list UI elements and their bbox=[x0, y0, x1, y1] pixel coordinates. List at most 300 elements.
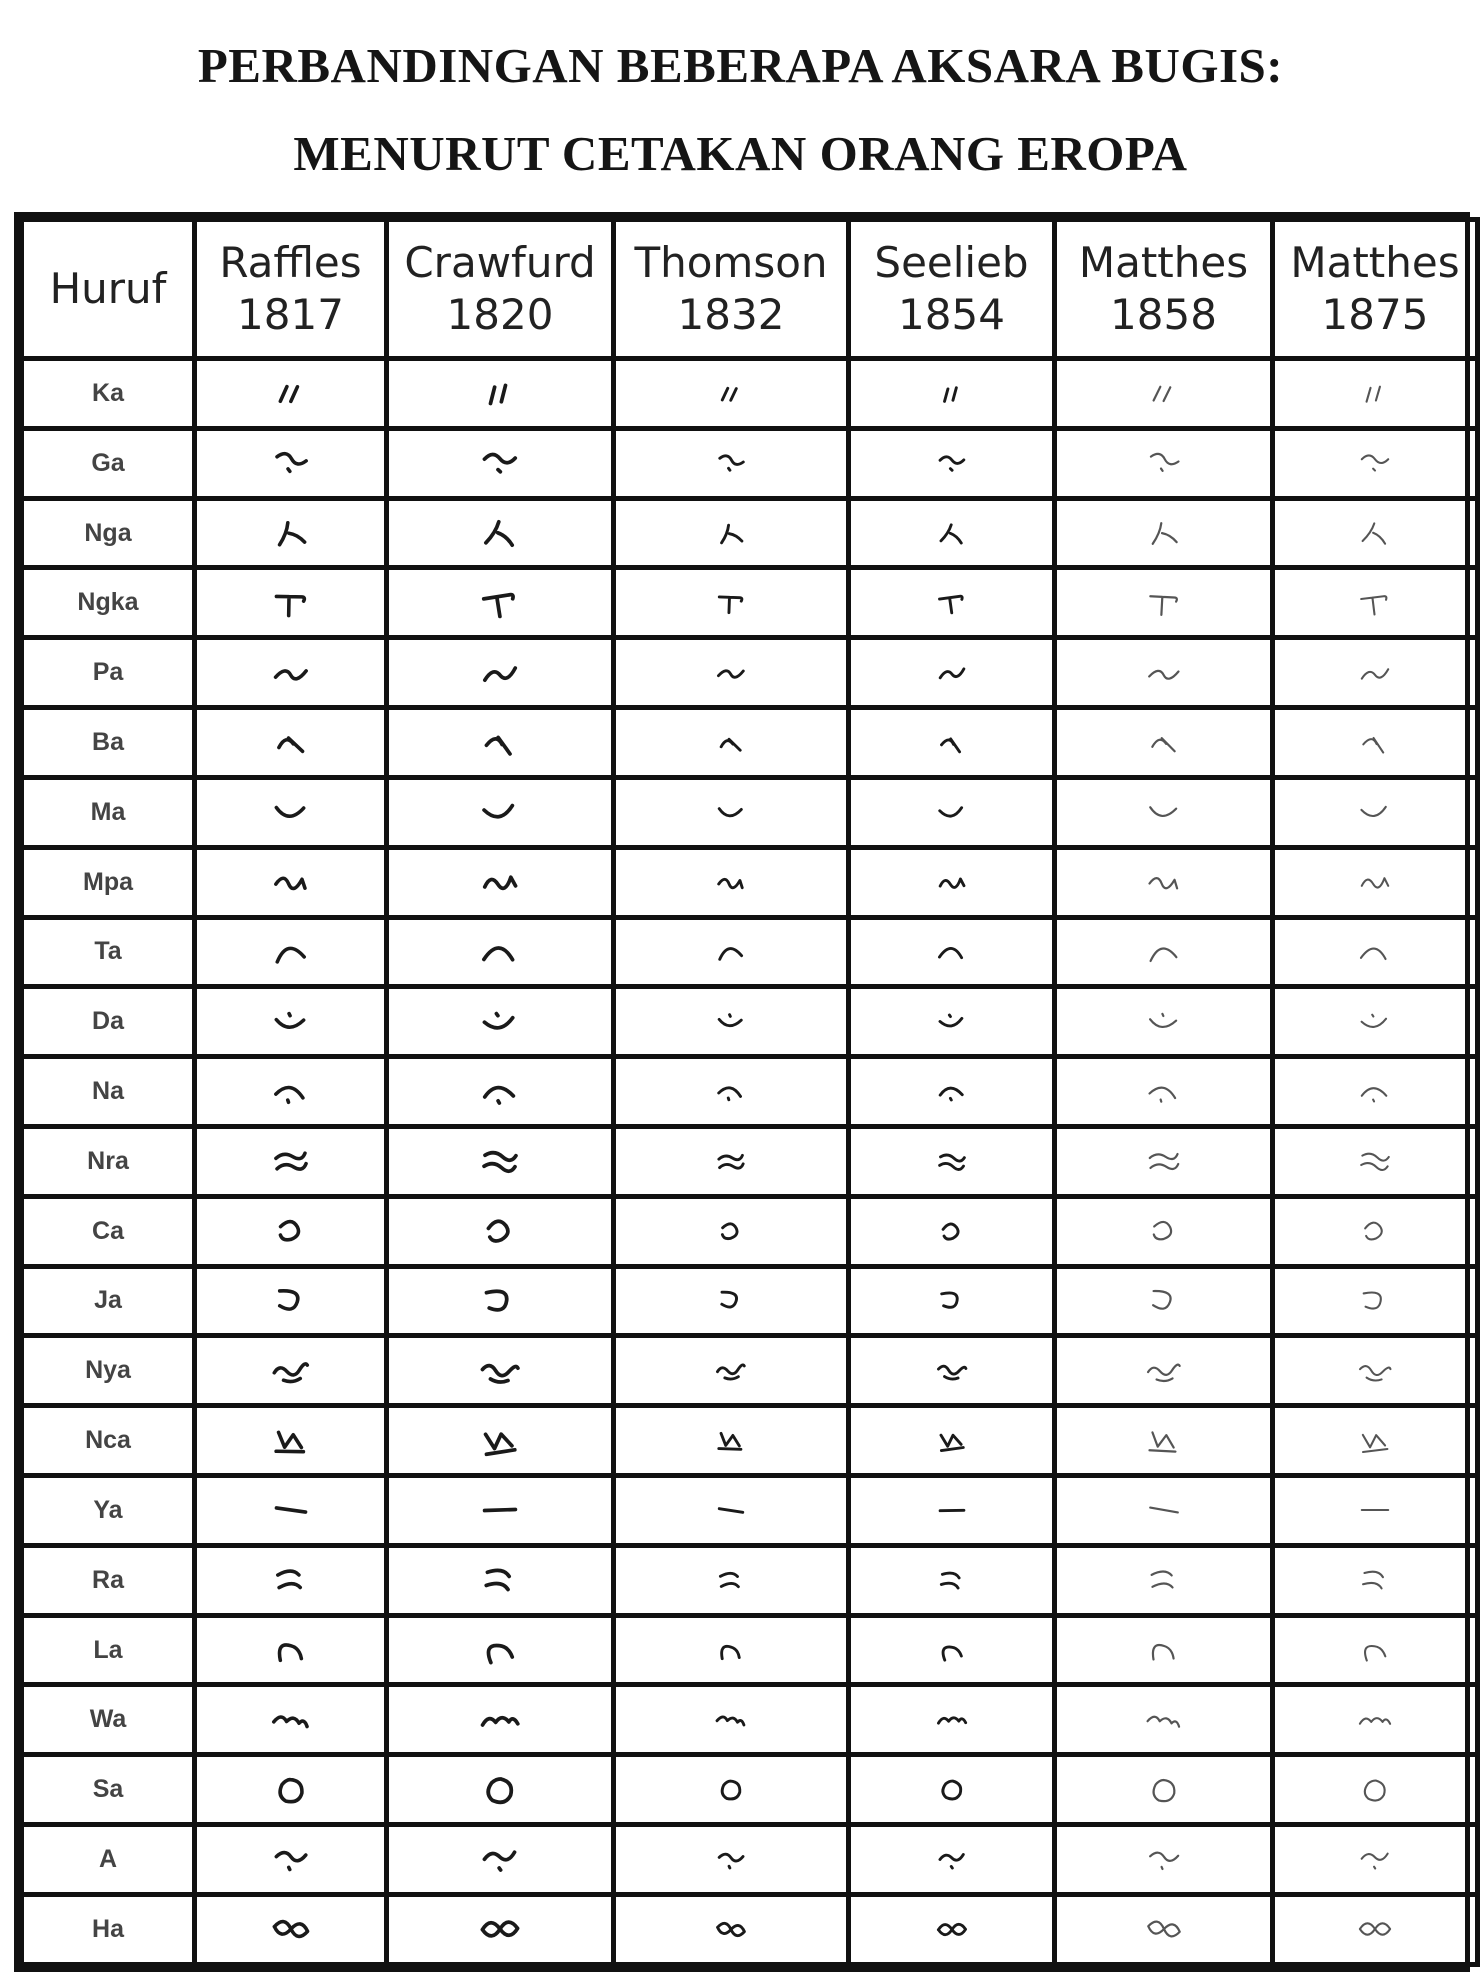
bugis-glyph-icon bbox=[1356, 1773, 1394, 1807]
glyph-cell bbox=[195, 917, 387, 987]
col-header-huruf: Huruf bbox=[22, 220, 195, 359]
bugis-glyph-icon bbox=[935, 1216, 969, 1247]
bugis-glyph-icon bbox=[270, 1840, 312, 1878]
row-label: Nra bbox=[22, 1126, 195, 1196]
table-row bbox=[22, 1894, 1478, 1964]
glyph-cell bbox=[614, 1755, 849, 1825]
row-label: Nya bbox=[22, 1336, 195, 1406]
bugis-glyph-icon bbox=[478, 653, 522, 693]
bugis-glyph-icon bbox=[714, 378, 748, 409]
table-row bbox=[22, 1545, 1478, 1615]
bugis-glyph-icon bbox=[1144, 1911, 1184, 1947]
glyph-cell bbox=[614, 777, 849, 847]
glyph-cell bbox=[614, 428, 849, 498]
bugis-glyph-icon bbox=[935, 1495, 969, 1526]
bugis-glyph-icon bbox=[714, 587, 748, 618]
glyph-cell bbox=[849, 1545, 1055, 1615]
glyph-cell bbox=[849, 708, 1055, 778]
table-row bbox=[22, 1615, 1478, 1685]
glyph-cell bbox=[849, 1476, 1055, 1546]
table-row bbox=[22, 498, 1478, 568]
row-label: Nca bbox=[22, 1406, 195, 1476]
bugis-glyph-icon bbox=[270, 1701, 312, 1739]
bugis-glyph-icon bbox=[714, 1285, 748, 1316]
glyph-cell bbox=[849, 1755, 1055, 1825]
glyph-cell bbox=[195, 1755, 387, 1825]
bugis-glyph-icon bbox=[270, 1631, 312, 1669]
glyph-cell bbox=[195, 1406, 387, 1476]
glyph-cell bbox=[1055, 1825, 1273, 1895]
glyph-cell bbox=[387, 359, 614, 429]
glyph-cell bbox=[387, 1894, 614, 1964]
bugis-glyph-icon bbox=[270, 1422, 312, 1460]
glyph-cell bbox=[614, 708, 849, 778]
glyph-cell bbox=[614, 1057, 849, 1127]
glyph-cell bbox=[1055, 1476, 1273, 1546]
bugis-glyph-icon bbox=[935, 936, 969, 967]
glyph-cell bbox=[614, 1336, 849, 1406]
bugis-glyph-icon bbox=[478, 1630, 522, 1670]
glyph-cell bbox=[849, 638, 1055, 708]
glyph-cell bbox=[849, 1894, 1055, 1964]
bugis-glyph-icon bbox=[270, 1771, 312, 1809]
bugis-glyph-icon bbox=[1144, 1772, 1184, 1808]
glyph-cell bbox=[195, 1825, 387, 1895]
bugis-glyph-icon bbox=[1144, 1423, 1184, 1459]
bugis-glyph-icon bbox=[714, 1774, 748, 1805]
bugis-glyph-icon bbox=[1356, 1633, 1394, 1667]
glyph-cell bbox=[614, 1266, 849, 1336]
glyph-cell bbox=[195, 428, 387, 498]
glyph-cell bbox=[195, 498, 387, 568]
table-row bbox=[22, 359, 1478, 429]
glyph-cell bbox=[195, 1336, 387, 1406]
row-label: Ta bbox=[22, 917, 195, 987]
bugis-glyph-icon bbox=[935, 448, 969, 479]
bugis-glyph-icon bbox=[714, 936, 748, 967]
glyph-cell bbox=[849, 568, 1055, 638]
glyph-cell bbox=[387, 1266, 614, 1336]
bugis-glyph-icon bbox=[270, 1491, 312, 1529]
bugis-glyph-icon bbox=[478, 932, 522, 972]
bugis-glyph-icon bbox=[1356, 1912, 1394, 1946]
bugis-glyph-icon bbox=[478, 1839, 522, 1879]
row-label: Ga bbox=[22, 428, 195, 498]
bugis-glyph-icon bbox=[1356, 1214, 1394, 1248]
glyph-cell bbox=[195, 847, 387, 917]
bugis-glyph-icon bbox=[478, 1490, 522, 1530]
bugis-glyph-icon bbox=[478, 1909, 522, 1949]
row-label: Ca bbox=[22, 1196, 195, 1266]
bugis-glyph-icon bbox=[935, 797, 969, 828]
bugis-glyph-icon bbox=[935, 1006, 969, 1037]
bugis-glyph-icon bbox=[478, 443, 522, 483]
glyph-cell bbox=[195, 1057, 387, 1127]
bugis-glyph-icon bbox=[478, 1002, 522, 1042]
bugis-glyph-icon bbox=[1356, 656, 1394, 690]
glyph-cell bbox=[849, 1825, 1055, 1895]
bugis-glyph-icon bbox=[478, 513, 522, 553]
glyph-cell bbox=[849, 1406, 1055, 1476]
bugis-glyph-icon bbox=[1144, 864, 1184, 900]
glyph-cell bbox=[1273, 917, 1478, 987]
glyph-cell bbox=[1055, 987, 1273, 1057]
glyph-cell bbox=[849, 428, 1055, 498]
bugis-glyph-icon bbox=[270, 1282, 312, 1320]
glyph-cell bbox=[614, 1894, 849, 1964]
bugis-glyph-icon bbox=[478, 792, 522, 832]
table-row bbox=[22, 1196, 1478, 1266]
bugis-glyph-icon bbox=[270, 1561, 312, 1599]
glyph-cell bbox=[1273, 568, 1478, 638]
bugis-glyph-icon bbox=[478, 862, 522, 902]
table-row bbox=[22, 1126, 1478, 1196]
bugis-glyph-icon bbox=[1144, 794, 1184, 830]
bugis-glyph-icon bbox=[270, 723, 312, 761]
glyph-cell bbox=[1273, 1266, 1478, 1336]
row-label: Ja bbox=[22, 1266, 195, 1336]
bugis-glyph-icon bbox=[935, 1704, 969, 1735]
row-label: Ya bbox=[22, 1476, 195, 1546]
glyph-cell bbox=[849, 1126, 1055, 1196]
glyph-cell bbox=[1055, 1126, 1273, 1196]
bugis-glyph-icon bbox=[935, 1355, 969, 1386]
row-label: A bbox=[22, 1825, 195, 1895]
table-row bbox=[22, 1476, 1478, 1546]
bugis-glyph-icon bbox=[1144, 1004, 1184, 1040]
glyph-cell bbox=[1273, 847, 1478, 917]
bugis-glyph-icon bbox=[478, 1281, 522, 1321]
bugis-glyph-icon bbox=[714, 657, 748, 688]
glyph-cell bbox=[849, 987, 1055, 1057]
bugis-glyph-icon bbox=[1356, 865, 1394, 899]
bugis-glyph-icon bbox=[714, 797, 748, 828]
glyph-cell bbox=[1273, 1476, 1478, 1546]
glyph-cell bbox=[1055, 777, 1273, 847]
bugis-glyph-icon bbox=[1356, 1842, 1394, 1876]
glyph-cell bbox=[614, 1126, 849, 1196]
glyph-cell bbox=[1055, 1685, 1273, 1755]
bugis-glyph-icon bbox=[1144, 655, 1184, 691]
bugis-glyph-icon bbox=[714, 1425, 748, 1456]
bugis-glyph-icon bbox=[1144, 1492, 1184, 1528]
bugis-glyph-icon bbox=[935, 1844, 969, 1875]
glyph-cell bbox=[614, 1196, 849, 1266]
table-row bbox=[22, 1057, 1478, 1127]
bugis-glyph-icon bbox=[714, 1844, 748, 1875]
glyph-cell bbox=[1273, 428, 1478, 498]
glyph-cell bbox=[387, 568, 614, 638]
table-row bbox=[22, 1406, 1478, 1476]
bugis-glyph-icon bbox=[270, 444, 312, 482]
bugis-glyph-icon bbox=[270, 933, 312, 971]
glyph-cell bbox=[1273, 1685, 1478, 1755]
bugis-glyph-icon bbox=[1356, 1424, 1394, 1458]
glyph-cell bbox=[195, 359, 387, 429]
glyph-cell bbox=[1273, 987, 1478, 1057]
bugis-glyph-icon bbox=[1144, 375, 1184, 411]
glyph-cell bbox=[387, 1196, 614, 1266]
bugis-glyph-icon bbox=[478, 722, 522, 762]
glyph-cell bbox=[195, 708, 387, 778]
glyph-cell bbox=[195, 987, 387, 1057]
bugis-glyph-icon bbox=[270, 863, 312, 901]
glyph-cell bbox=[1273, 1336, 1478, 1406]
bugis-glyph-icon bbox=[1144, 515, 1184, 551]
glyph-cell bbox=[195, 777, 387, 847]
glyph-cell bbox=[1055, 1057, 1273, 1127]
table-row bbox=[22, 777, 1478, 847]
bugis-glyph-icon bbox=[935, 1425, 969, 1456]
glyph-cell bbox=[1273, 638, 1478, 708]
glyph-cell bbox=[387, 428, 614, 498]
glyph-cell bbox=[387, 638, 614, 708]
bugis-glyph-icon bbox=[714, 727, 748, 758]
bugis-glyph-icon bbox=[714, 1635, 748, 1666]
glyph-cell bbox=[195, 1476, 387, 1546]
glyph-cell bbox=[1273, 1545, 1478, 1615]
bugis-glyph-icon bbox=[1356, 935, 1394, 969]
glyph-cell bbox=[1055, 708, 1273, 778]
glyph-cell bbox=[387, 987, 614, 1057]
glyph-cell bbox=[387, 1615, 614, 1685]
glyph-cell bbox=[614, 1685, 849, 1755]
glyph-cell bbox=[387, 1476, 614, 1546]
bugis-glyph-icon bbox=[935, 587, 969, 618]
table-row bbox=[22, 568, 1478, 638]
row-label: Pa bbox=[22, 638, 195, 708]
glyph-cell bbox=[1055, 638, 1273, 708]
row-label: Wa bbox=[22, 1685, 195, 1755]
col-header-seelieb-1854: Seelieb 1854 bbox=[849, 220, 1055, 359]
table-row bbox=[22, 987, 1478, 1057]
bugis-glyph-icon bbox=[478, 1141, 522, 1181]
bugis-glyph-icon bbox=[1356, 1493, 1394, 1527]
bugis-glyph-icon bbox=[714, 867, 748, 898]
bugis-glyph-icon bbox=[714, 1146, 748, 1177]
row-label: Da bbox=[22, 987, 195, 1057]
bugis-glyph-icon bbox=[714, 1914, 748, 1945]
glyph-cell bbox=[387, 1755, 614, 1825]
glyph-cell bbox=[614, 917, 849, 987]
bugis-glyph-icon bbox=[1144, 1632, 1184, 1668]
bugis-glyph-icon bbox=[1144, 1213, 1184, 1249]
glyph-cell bbox=[387, 1825, 614, 1895]
bugis-glyph-icon bbox=[1356, 446, 1394, 480]
glyph-cell bbox=[1273, 1057, 1478, 1127]
bugis-glyph-icon bbox=[1356, 1144, 1394, 1178]
glyph-cell bbox=[195, 1615, 387, 1685]
glyph-cell bbox=[1055, 428, 1273, 498]
glyph-cell bbox=[387, 1336, 614, 1406]
table-row bbox=[22, 847, 1478, 917]
page-title bbox=[0, 22, 1481, 198]
glyph-cell bbox=[1055, 1266, 1273, 1336]
bugis-glyph-icon bbox=[1144, 1702, 1184, 1738]
bugis-glyph-icon bbox=[714, 1704, 748, 1735]
glyph-cell bbox=[1055, 1615, 1273, 1685]
glyph-cell bbox=[195, 638, 387, 708]
table-row bbox=[22, 1825, 1478, 1895]
glyph-cell bbox=[195, 1894, 387, 1964]
glyph-cell bbox=[1055, 1406, 1273, 1476]
bugis-glyph-icon bbox=[1144, 1562, 1184, 1598]
glyph-cell bbox=[1055, 359, 1273, 429]
bugis-glyph-icon bbox=[270, 793, 312, 831]
bugis-glyph-icon bbox=[935, 867, 969, 898]
bugis-glyph-icon bbox=[714, 1495, 748, 1526]
glyph-cell bbox=[1055, 1545, 1273, 1615]
glyph-cell bbox=[1273, 1894, 1478, 1964]
glyph-cell bbox=[614, 987, 849, 1057]
row-label: La bbox=[22, 1615, 195, 1685]
bugis-glyph-icon bbox=[1356, 725, 1394, 759]
col-header-matthes-1858: Matthes 1858 bbox=[1055, 220, 1273, 359]
table-row bbox=[22, 428, 1478, 498]
glyph-cell bbox=[195, 1685, 387, 1755]
glyph-cell bbox=[1055, 1755, 1273, 1825]
glyph-cell bbox=[1273, 777, 1478, 847]
bugis-glyph-icon bbox=[270, 654, 312, 692]
col-header-matthes-1875: Matthes 1875 bbox=[1273, 220, 1478, 359]
glyph-cell bbox=[1273, 1196, 1478, 1266]
title-line-2: MENURUT CETAKAN ORANG EROPA bbox=[293, 126, 1188, 181]
bugis-glyph-icon bbox=[270, 1352, 312, 1390]
row-label: Sa bbox=[22, 1755, 195, 1825]
glyph-cell bbox=[849, 917, 1055, 987]
glyph-cell bbox=[614, 1615, 849, 1685]
bugis-glyph-icon bbox=[1144, 1074, 1184, 1110]
bugis-glyph-icon bbox=[935, 378, 969, 409]
table-row bbox=[22, 1266, 1478, 1336]
glyph-cell bbox=[387, 917, 614, 987]
col-header-thomson-1832: Thomson 1832 bbox=[614, 220, 849, 359]
glyph-cell bbox=[849, 1336, 1055, 1406]
table-row bbox=[22, 708, 1478, 778]
glyph-cell bbox=[387, 498, 614, 568]
bugis-glyph-icon bbox=[935, 1565, 969, 1596]
bugis-glyph-icon bbox=[1356, 1563, 1394, 1597]
bugis-glyph-icon bbox=[935, 518, 969, 549]
bugis-glyph-icon bbox=[1356, 1284, 1394, 1318]
glyph-cell bbox=[1055, 568, 1273, 638]
glyph-cell bbox=[849, 1057, 1055, 1127]
glyph-cell bbox=[614, 638, 849, 708]
bugis-glyph-icon bbox=[478, 1770, 522, 1810]
glyph-cell bbox=[387, 1406, 614, 1476]
glyph-cell bbox=[849, 359, 1055, 429]
glyph-cell bbox=[387, 1545, 614, 1615]
glyph-cell bbox=[849, 847, 1055, 917]
bugis-glyph-icon bbox=[478, 373, 522, 413]
glyph-cell bbox=[1055, 498, 1273, 568]
bugis-glyph-icon bbox=[935, 1285, 969, 1316]
bugis-glyph-icon bbox=[935, 1146, 969, 1177]
bugis-glyph-icon bbox=[935, 1076, 969, 1107]
glyph-cell bbox=[387, 777, 614, 847]
glyph-cell bbox=[1273, 1406, 1478, 1476]
bugis-glyph-icon bbox=[1356, 516, 1394, 550]
row-label: Mpa bbox=[22, 847, 195, 917]
bugis-glyph-icon bbox=[714, 1006, 748, 1037]
bugis-glyph-icon bbox=[935, 1635, 969, 1666]
table-row bbox=[22, 1685, 1478, 1755]
row-label: Ngka bbox=[22, 568, 195, 638]
bugis-glyph-icon bbox=[1144, 724, 1184, 760]
glyph-cell bbox=[849, 1266, 1055, 1336]
bugis-glyph-icon bbox=[1356, 1354, 1394, 1388]
bugis-glyph-icon bbox=[935, 727, 969, 758]
row-label: Ba bbox=[22, 708, 195, 778]
row-label: Ka bbox=[22, 359, 195, 429]
glyph-cell bbox=[195, 1266, 387, 1336]
glyph-cell bbox=[1273, 1755, 1478, 1825]
bugis-glyph-icon bbox=[1144, 1841, 1184, 1877]
glyph-cell bbox=[1273, 498, 1478, 568]
glyph-cell bbox=[1055, 847, 1273, 917]
bugis-glyph-icon bbox=[478, 1072, 522, 1112]
bugis-glyph-icon bbox=[270, 584, 312, 622]
bugis-glyph-icon bbox=[714, 1216, 748, 1247]
glyph-cell bbox=[614, 1406, 849, 1476]
table-row bbox=[22, 638, 1478, 708]
glyph-cell bbox=[387, 1685, 614, 1755]
col-header-raffles-1817: Raffles 1817 bbox=[195, 220, 387, 359]
glyph-cell bbox=[614, 847, 849, 917]
row-label: Ma bbox=[22, 777, 195, 847]
table-row bbox=[22, 1755, 1478, 1825]
bugis-glyph-icon bbox=[1144, 585, 1184, 621]
glyph-cell bbox=[614, 498, 849, 568]
header-row bbox=[22, 220, 1478, 359]
bugis-glyph-icon bbox=[478, 1421, 522, 1461]
glyph-cell bbox=[1273, 359, 1478, 429]
bugis-glyph-icon bbox=[478, 1351, 522, 1391]
glyph-cell bbox=[195, 1545, 387, 1615]
bugis-glyph-icon bbox=[1144, 1143, 1184, 1179]
bugis-glyph-icon bbox=[1356, 376, 1394, 410]
bugis-glyph-icon bbox=[1356, 795, 1394, 829]
glyph-cell bbox=[387, 708, 614, 778]
bugis-glyph-icon bbox=[478, 1560, 522, 1600]
bugis-glyph-icon bbox=[270, 1073, 312, 1111]
bugis-glyph-icon bbox=[935, 657, 969, 688]
bugis-glyph-icon bbox=[1356, 1703, 1394, 1737]
bugis-glyph-icon bbox=[270, 1212, 312, 1250]
glyph-cell bbox=[614, 1825, 849, 1895]
bugis-glyph-icon bbox=[270, 1003, 312, 1041]
glyph-cell bbox=[195, 568, 387, 638]
glyph-cell bbox=[1055, 917, 1273, 987]
bugis-glyph-icon bbox=[478, 1211, 522, 1251]
row-label: Nga bbox=[22, 498, 195, 568]
glyph-cell bbox=[614, 568, 849, 638]
row-label: Na bbox=[22, 1057, 195, 1127]
glyph-cell bbox=[387, 847, 614, 917]
bugis-glyph-icon bbox=[714, 1076, 748, 1107]
bugis-glyph-icon bbox=[270, 1910, 312, 1948]
bugis-glyph-icon bbox=[1144, 445, 1184, 481]
bugis-glyph-icon bbox=[714, 448, 748, 479]
bugis-glyph-icon bbox=[270, 514, 312, 552]
glyph-cell bbox=[849, 777, 1055, 847]
bugis-glyph-icon bbox=[478, 583, 522, 623]
bugis-glyph-icon bbox=[1144, 1353, 1184, 1389]
glyph-cell bbox=[1055, 1196, 1273, 1266]
bugis-glyph-icon bbox=[478, 1700, 522, 1740]
bugis-glyph-icon bbox=[714, 1565, 748, 1596]
glyph-cell bbox=[195, 1196, 387, 1266]
